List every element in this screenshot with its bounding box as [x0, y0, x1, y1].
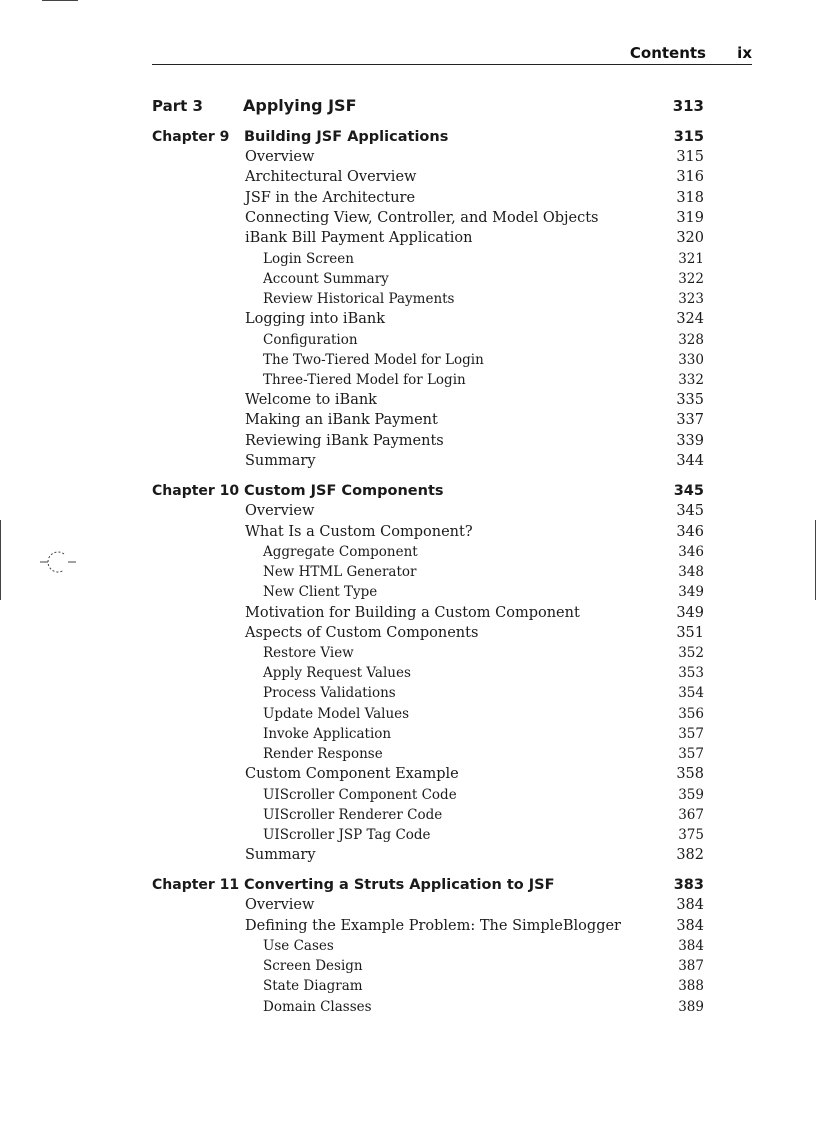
page-number: 354 — [678, 685, 704, 701]
page-number: 318 — [676, 190, 704, 206]
toc-subentry — [0, 643, 816, 663]
page-number: 358 — [676, 766, 704, 782]
entry-title: Summary — [245, 453, 316, 469]
page-number: 353 — [678, 665, 704, 681]
subentry-title: New Client Type — [263, 584, 378, 600]
subentry-title: Apply Request Values — [263, 665, 411, 681]
page-number: 316 — [676, 169, 704, 185]
page-number: 346 — [676, 524, 704, 540]
page-number: 384 — [676, 918, 704, 934]
page-number: 384 — [676, 897, 704, 913]
page-number: 348 — [678, 564, 704, 580]
toc-entry — [0, 309, 816, 329]
entry-title: Custom Component Example — [245, 766, 459, 782]
entry-title: Defining the Example Problem: The SimpleBlogger — [245, 918, 621, 934]
page-number: 321 — [678, 251, 704, 267]
toc-entry — [0, 431, 816, 451]
toc-entry — [0, 208, 816, 228]
toc-subentry — [0, 350, 816, 370]
toc-subentry — [0, 683, 816, 703]
page-number: 356 — [678, 706, 704, 722]
toc-entry — [0, 228, 816, 248]
page-number: 345 — [676, 503, 704, 519]
entry-title: Overview — [245, 149, 315, 165]
page-number: 315 — [673, 129, 704, 145]
page-number: 344 — [676, 453, 704, 469]
subentry-title: Three-Tiered Model for Login — [263, 372, 466, 388]
page-number: 351 — [676, 625, 704, 641]
toc-subentry — [0, 542, 816, 562]
page-number: 330 — [678, 352, 704, 368]
toc-subentry — [0, 269, 816, 289]
toc-entry — [0, 623, 816, 643]
page-number: 352 — [678, 645, 704, 661]
running-head-title: Contents — [629, 44, 706, 62]
page-number: 387 — [678, 958, 704, 974]
chapter-title: Converting a Struts Application to JSF — [244, 877, 555, 893]
page-number: 388 — [678, 978, 704, 994]
subentry-title: UIScroller Renderer Code — [263, 807, 443, 823]
chapter-label: Chapter 9 — [152, 129, 230, 145]
page-number: 337 — [676, 412, 704, 428]
subentry-title: Domain Classes — [263, 999, 372, 1015]
subentry-title: Update Model Values — [263, 706, 410, 722]
page-number: 375 — [678, 827, 704, 843]
toc-subentry — [0, 744, 816, 764]
toc-subentry — [0, 562, 816, 582]
chapter-label: Chapter 11 — [152, 877, 240, 893]
toc-subentry — [0, 289, 816, 309]
toc-subentry — [0, 704, 816, 724]
chapter-title: Custom JSF Components — [244, 483, 444, 499]
toc-entry — [0, 916, 816, 936]
page-number: 323 — [678, 291, 704, 307]
entry-title: Logging into iBank — [245, 311, 385, 327]
page-number: 324 — [676, 311, 704, 327]
toc-entry — [0, 410, 816, 430]
subentry-title: UIScroller JSP Tag Code — [263, 827, 431, 843]
page-number: 359 — [678, 787, 704, 803]
page-number: 357 — [678, 746, 704, 762]
page-number: 320 — [676, 230, 704, 246]
toc-subentry — [0, 785, 816, 805]
toc-subentry — [0, 936, 816, 956]
entry-title: Overview — [245, 503, 315, 519]
running-head-page-number: ix — [737, 44, 752, 62]
toc-part-entry — [0, 96, 816, 116]
entry-title: Motivation for Building a Custom Component — [245, 605, 580, 621]
page-number: 383 — [673, 877, 704, 893]
entry-title: iBank Bill Payment Application — [245, 230, 473, 246]
subentry-title: Process Validations — [263, 685, 396, 701]
page-number: 313 — [672, 97, 704, 115]
toc-entry — [0, 147, 816, 167]
subentry-title: Aggregate Component — [263, 544, 418, 560]
page-number: 322 — [678, 271, 704, 287]
page-number: 346 — [678, 544, 704, 560]
page-number: 319 — [676, 210, 704, 226]
subentry-title: Render Response — [263, 746, 383, 762]
subentry-title: Account Summary — [263, 271, 389, 287]
page-number: 384 — [678, 938, 704, 954]
toc-subentry — [0, 805, 816, 825]
toc-entry — [0, 390, 816, 410]
page-number: 389 — [678, 999, 704, 1015]
toc-entry — [0, 895, 816, 915]
toc-entry — [0, 451, 816, 471]
subentry-title: Screen Design — [263, 958, 363, 974]
subentry-title: Invoke Application — [263, 726, 392, 742]
entry-title: What Is a Custom Component? — [245, 524, 473, 540]
toc-entry — [0, 603, 816, 623]
subentry-title: State Diagram — [263, 978, 363, 994]
entry-title: Overview — [245, 897, 315, 913]
subentry-title: The Two-Tiered Model for Login — [263, 352, 484, 368]
part-label: Part 3 — [152, 97, 203, 115]
subentry-title: Configuration — [263, 332, 358, 348]
page-number: 357 — [678, 726, 704, 742]
toc-chapter-entry — [0, 875, 816, 895]
entry-title: JSF in the Architecture — [245, 190, 416, 206]
toc-entry — [0, 845, 816, 865]
page-number: 345 — [673, 483, 704, 499]
page-number: 382 — [676, 847, 704, 863]
entry-title: Connecting View, Controller, and Model Objects — [245, 210, 599, 226]
entry-title: Welcome to iBank — [245, 392, 377, 408]
toc-subentry — [0, 370, 816, 390]
entry-title: Summary — [245, 847, 316, 863]
entry-title: Architectural Overview — [245, 169, 417, 185]
entry-title: Reviewing iBank Payments — [245, 433, 444, 449]
subentry-title: Review Historical Payments — [263, 291, 455, 307]
toc-subentry — [0, 956, 816, 976]
toc-entry — [0, 501, 816, 521]
subentry-title: Restore View — [263, 645, 354, 661]
chapter-title: Building JSF Applications — [244, 129, 449, 145]
part-title: Applying JSF — [243, 96, 357, 115]
toc-chapter-entry — [0, 127, 816, 147]
entry-title: Making an iBank Payment — [245, 412, 438, 428]
page-number: 328 — [678, 332, 704, 348]
page-number: 367 — [678, 807, 704, 823]
toc-subentry — [0, 663, 816, 683]
toc-subentry — [0, 330, 816, 350]
toc-subentry — [0, 976, 816, 996]
toc-subentry — [0, 997, 816, 1017]
toc-chapter-entry — [0, 481, 816, 501]
toc-subentry — [0, 249, 816, 269]
page-number: 315 — [676, 149, 704, 165]
chapter-label: Chapter 10 — [152, 483, 240, 499]
toc-entry — [0, 188, 816, 208]
toc-entry — [0, 522, 816, 542]
page-number: 332 — [678, 372, 704, 388]
toc-entry — [0, 764, 816, 784]
page-number: 339 — [676, 433, 704, 449]
toc-subentry — [0, 825, 816, 845]
entry-title: Aspects of Custom Components — [245, 625, 479, 641]
subentry-title: Login Screen — [263, 251, 354, 267]
page-number: 335 — [676, 392, 704, 408]
subentry-title: New HTML Generator — [263, 564, 417, 580]
page-number: 349 — [678, 584, 704, 600]
toc-subentry — [0, 724, 816, 744]
subentry-title: UIScroller Component Code — [263, 787, 457, 803]
page-number: 349 — [676, 605, 704, 621]
toc-entry — [0, 167, 816, 187]
subentry-title: Use Cases — [263, 938, 334, 954]
toc-subentry — [0, 582, 816, 602]
